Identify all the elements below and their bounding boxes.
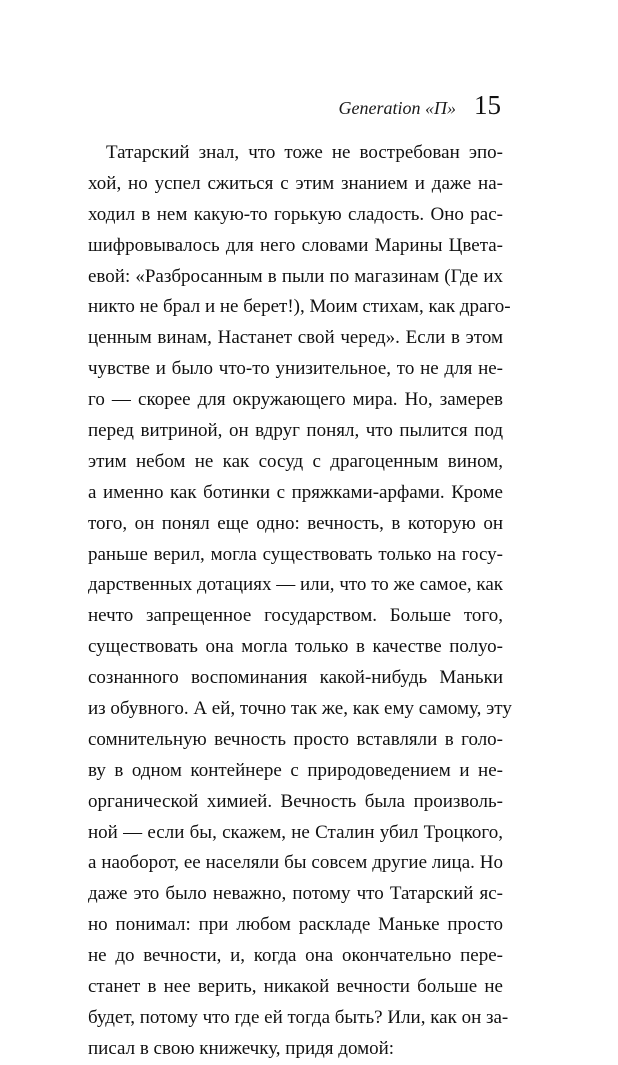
text-line: этим небом не как сосуд с драгоценным вином,	[88, 450, 503, 472]
text-line: органической химией. Вечность была произволь-	[88, 790, 503, 812]
text-line: шифровывалось для него словами Марины Цвета-	[88, 234, 503, 256]
text-line: но понимал: при любом раскладе Маньке просто	[88, 914, 503, 936]
text-line: ходил в нем какую-то горькую сладость. Оно рас-	[88, 203, 503, 225]
text-line: перед витриной, он вдруг понял, что пылится под	[88, 420, 503, 442]
text-line: а именно как ботинки с пряжками-арфами. Кроме	[88, 481, 503, 503]
text-line: существовать она могла только в качестве полуо-	[88, 636, 503, 658]
text-line: из обувного. А ей, точно так же, как ему самому, эту	[88, 698, 512, 720]
text-line: сознанного воспоминания какой-нибудь Маньки	[88, 667, 503, 689]
text-line: ценным винам, Настанет свой черед». Если в этом	[88, 327, 503, 349]
text-line: писал в свою книжечку, придя домой:	[88, 1037, 395, 1059]
text-line: сомнительную вечность просто вставляли в голо-	[88, 728, 503, 750]
text-line: го — скорее для окружающего мира. Но, замерев	[88, 389, 503, 411]
text-line: а наоборот, ее населяли бы совсем другие лица. Но	[88, 852, 503, 874]
text-line: того, он понял еще одно: вечность, в которую он	[88, 512, 503, 534]
text-line: станет в нее верить, никакой вечности больше не	[88, 976, 503, 998]
text-line: хой, но успел сжиться с этим знанием и даже на-	[88, 172, 503, 194]
text-line: чувстве и было что-то унизительное, то не для не-	[88, 358, 503, 380]
text-line: дарственных дотациях — или, что то же самое, как	[88, 574, 503, 596]
text-line: ву в одном контейнере с природоведением и не-	[88, 759, 503, 781]
text-line: будет, потому что где ей тогда быть? Или, как он за-	[88, 1006, 509, 1028]
text-line: ной — если бы, скажем, не Сталин убил Троцкого,	[88, 821, 503, 843]
body-paragraph	[88, 138, 512, 1065]
running-header-title: Generation «П»	[338, 98, 456, 118]
text-line: нечто запрещенное государством. Больше того,	[88, 605, 503, 627]
text-line: раньше верил, могла существовать только на госу-	[88, 543, 503, 565]
text-line: никто не брал и не берет!), Моим стихам, как драго-	[88, 296, 511, 318]
text-line: Татарский знал, что тоже не востребован эпо-	[106, 142, 503, 163]
running-header	[339, 90, 501, 121]
text-line: не до вечности, и, когда она окончательно пере-	[88, 945, 503, 967]
text-line: даже это было неважно, потому что Татарский яс-	[88, 883, 503, 905]
text-line: евой: «Разбросанным в пыли по магазинам (Где их	[88, 265, 503, 287]
page-number: 15	[474, 90, 501, 120]
